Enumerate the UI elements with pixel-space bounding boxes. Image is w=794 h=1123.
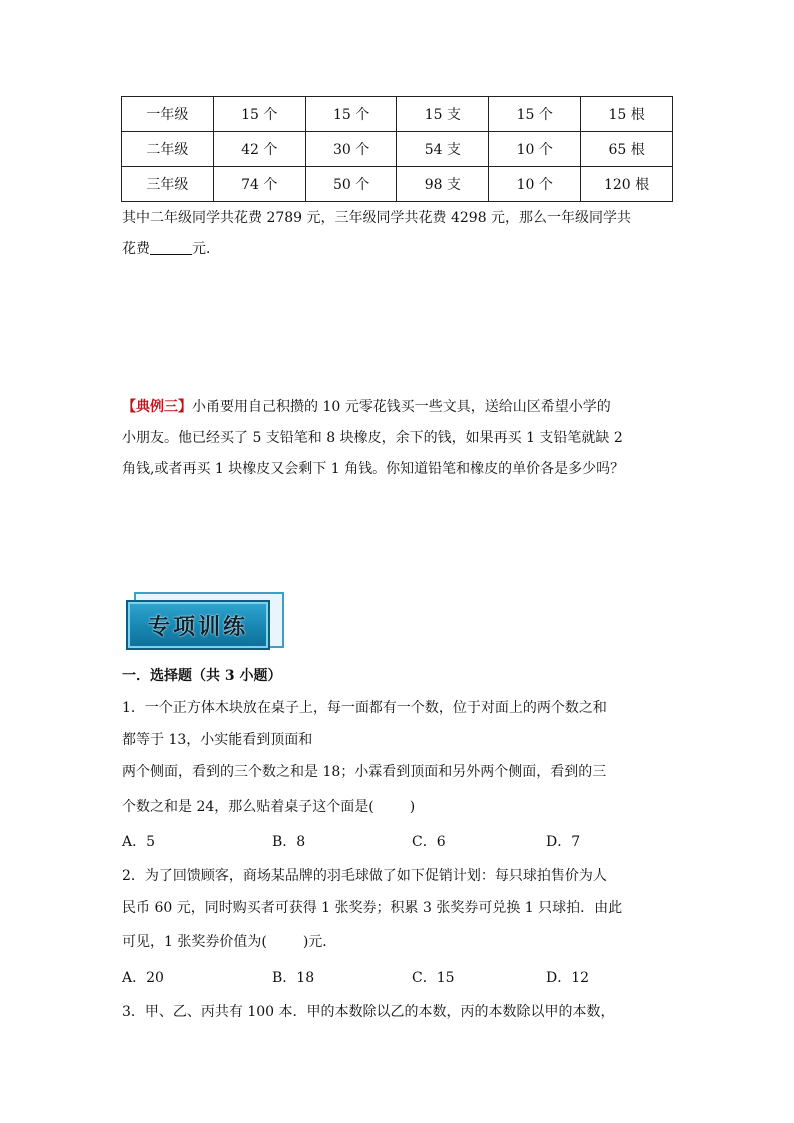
question-1-prefix: 个数之和是 24，那么贴着桌子这个面是( [122, 799, 374, 815]
question-1-line: 1．一个正方体木块放在桌子上，每一面都有一个数，位于对面上的两个数之和 [122, 700, 607, 716]
option-a: A．5 [122, 834, 156, 850]
quantity-cell: 74 个 [213, 167, 305, 202]
option-c: C．15 [412, 970, 455, 986]
question-2-suffix: )元． [302, 934, 337, 950]
quantity-cell: 30 个 [305, 132, 397, 167]
question-2-line [122, 930, 336, 954]
problem-text-after-table [122, 203, 682, 265]
table-row [122, 97, 673, 132]
question-1-suffix: ) [409, 799, 416, 815]
section-banner [126, 600, 270, 650]
problem-line-prefix: 花费 [122, 241, 150, 257]
question-3-line: 3．甲、乙、丙共有 100 本．甲的本数除以乙的本数，丙的本数除以甲的本数， [122, 1004, 615, 1020]
question-1-line: 都等于 13，小实能看到顶面和 [122, 732, 313, 748]
option-b: B．18 [272, 970, 315, 986]
example-line [122, 392, 682, 423]
option-d: D．12 [546, 970, 590, 986]
option-d: D．7 [546, 834, 581, 850]
example-label: 【典例三】 [122, 399, 192, 415]
quantity-cell: 15 个 [305, 97, 397, 132]
option-a: A．20 [122, 970, 164, 986]
question-1-line: 两个侧面，看到的三个数之和是 18；小霖看到顶面和另外两个侧面，看到的三 [122, 764, 607, 780]
table-row [122, 167, 673, 202]
quantity-cell: 10 个 [489, 167, 581, 202]
quantity-cell: 15 支 [397, 97, 489, 132]
quantity-cell: 42 个 [213, 132, 305, 167]
table-row [122, 132, 673, 167]
question-2-line: 2．为了回馈顾客，商场某品牌的羽毛球做了如下促销计划：每只球拍售价为人 [122, 868, 607, 884]
purchase-table-body [122, 97, 673, 202]
quantity-cell: 120 根 [581, 167, 673, 202]
purchase-table [121, 96, 673, 202]
question-1-line [122, 795, 415, 819]
section-heading: 一．选择题（共 3 小题） [122, 668, 282, 684]
quantity-cell: 15 个 [489, 97, 581, 132]
quantity-cell: 98 支 [397, 167, 489, 202]
quantity-cell: 50 个 [305, 167, 397, 202]
example-line: 小朋友。他已经买了 5 支铅笔和 8 块橡皮，余下的钱，如果再买 1 支铅笔就缺 2 [122, 430, 623, 446]
example-line: 角钱,或者再买 1 块橡皮又会剩下 1 角钱。你知道铅笔和橡皮的单价各是多少吗？ [122, 461, 625, 477]
problem-line [122, 234, 682, 265]
question-2-options [122, 966, 682, 990]
problem-line-suffix: 元． [192, 241, 220, 257]
quantity-cell: 15 根 [581, 97, 673, 132]
example-three [122, 392, 682, 485]
grade-cell: 三年级 [122, 167, 214, 202]
example-text: 小甬要用自己积攒的 10 元零花钱买一些文具，送给山区希望小学的 [192, 399, 611, 415]
banner-title: 专项训练 [147, 614, 248, 640]
grade-cell: 一年级 [122, 97, 214, 132]
problem-line: 其中二年级同学共花费 2789 元，三年级同学共花费 4298 元，那么一年级同学共 [122, 210, 632, 226]
quantity-cell: 54 支 [397, 132, 489, 167]
question-2-line: 民币 60 元，同时购买者可获得 1 张奖券；积累 3 张奖券可兑换 1 只球拍．由此 [122, 900, 623, 916]
option-b: B．8 [272, 834, 306, 850]
grade-cell: 二年级 [122, 132, 214, 167]
quantity-cell: 10 个 [489, 132, 581, 167]
quantity-cell: 15 个 [213, 97, 305, 132]
quantity-cell: 65 根 [581, 132, 673, 167]
question-2-prefix: 可见，1 张奖券价值为( [122, 934, 267, 950]
question-1-options [122, 830, 682, 854]
option-c: C．6 [412, 834, 446, 850]
answer-blank [150, 240, 192, 255]
